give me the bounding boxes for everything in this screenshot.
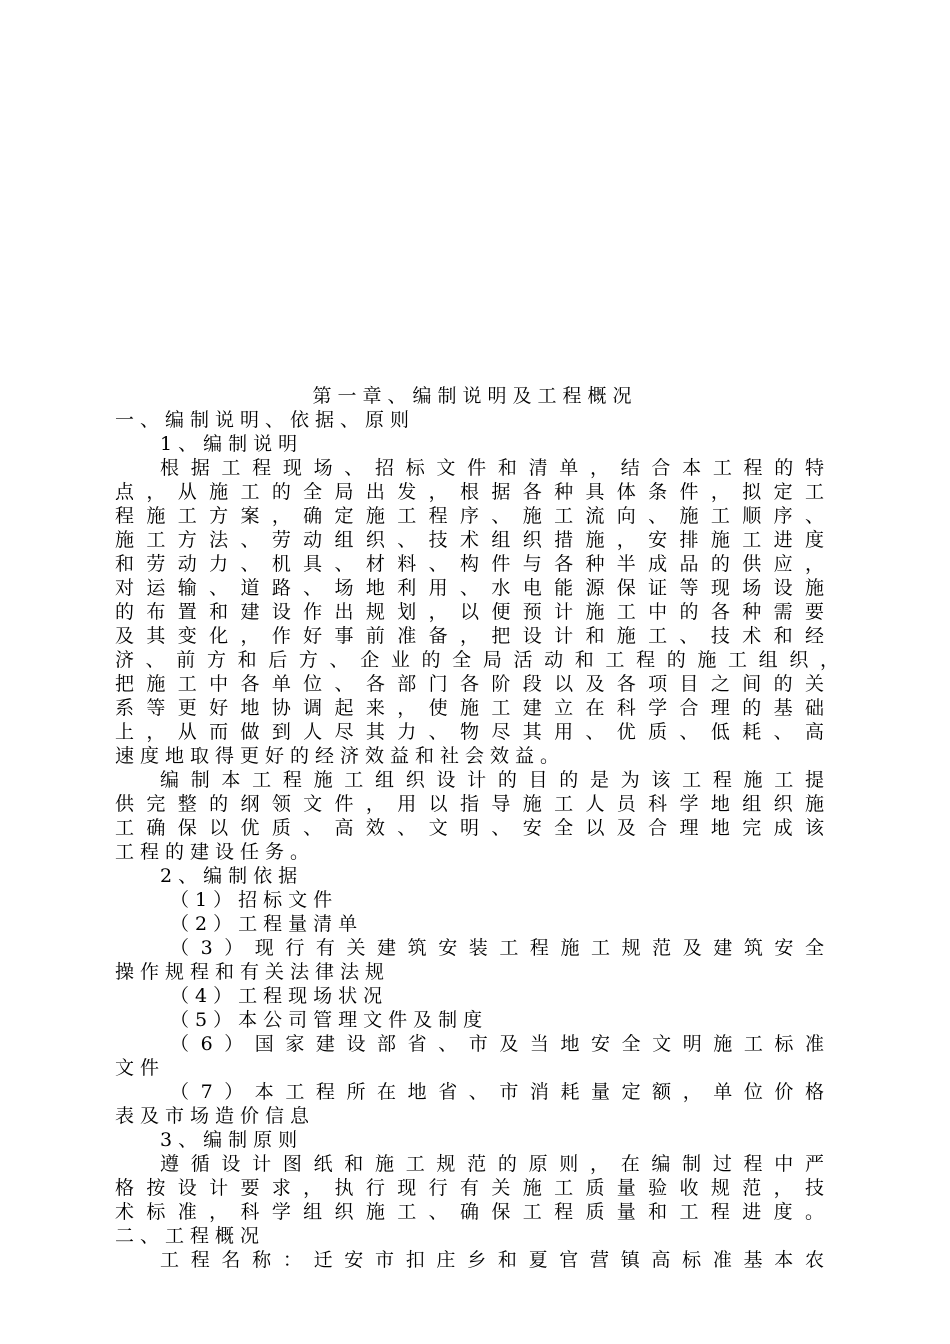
paragraph-line: 供完整的纲领文件，用以指导施工人员科学地组织施 [115, 793, 830, 815]
list-item: （2）工程量清单 [170, 913, 364, 935]
paragraph-line: 格按设计要求，执行现行有关施工质量验收规范，技 [115, 1177, 830, 1199]
paragraph-line: 速度地取得更好的经济效益和社会效益。 [115, 745, 566, 767]
list-item: （3）现行有关建筑安装工程施工规范及建筑安全 [170, 937, 830, 959]
list-item: （6）国家建设部省、市及当地安全文明施工标准 [170, 1033, 830, 1055]
paragraph-line: 根据工程现场、招标文件和清单，结合本工程的特 [160, 457, 830, 479]
paragraph-line: 工确保以优质、高效、文明、安全以及合理地完成该 [115, 817, 830, 839]
list-item-continuation: 表及市场造价信息 [115, 1105, 316, 1127]
list-item-continuation: 文件 [115, 1057, 166, 1079]
paragraph-line: 编制本工程施工组织设计的目的是为该工程施工提 [160, 769, 830, 791]
project-name-line: 工程名称：迁安市扣庄乡和夏官营镇高标准基本农 [160, 1249, 830, 1271]
paragraph-line: 济、前方和后方、企业的全局活动和工程的施工组织， [115, 649, 845, 671]
paragraph-line: 和劳动力、机具、材料、构件与各种半成品的供应， [115, 553, 830, 575]
paragraph-line: 工程的建设任务。 [115, 841, 316, 863]
section-heading-2: 二、工程概况 [115, 1225, 266, 1247]
paragraph-line: 施工方法、劳动组织、技术组织措施，安排施工进度 [115, 529, 830, 551]
paragraph-line: 及其变化，作好事前准备，把设计和施工、技术和经 [115, 625, 830, 647]
subsection-heading-2: 2、编制依据 [160, 865, 304, 887]
paragraph-line: 系等更好地协调起来，使施工建立在科学合理的基础 [115, 697, 830, 719]
chapter-title: 第一章、编制说明及工程概况 [312, 385, 638, 407]
paragraph-line: 术标准，科学组织施工、确保工程质量和工程进度。 [115, 1201, 830, 1223]
subsection-heading-1: 1、编制说明 [160, 433, 304, 455]
paragraph-line: 遵循设计图纸和施工规范的原则，在编制过程中严 [160, 1153, 830, 1175]
paragraph-line: 点，从施工的全局出发，根据各种具体条件，拟定工 [115, 481, 830, 503]
list-item: （4）工程现场状况 [170, 985, 389, 1007]
paragraph-line: 的布置和建设作出规划，以便预计施工中的各种需要 [115, 601, 830, 623]
paragraph-line: 把施工中各单位、各部门各阶段以及各项目之间的关 [115, 673, 830, 695]
list-item: （5）本公司管理文件及制度 [170, 1009, 489, 1031]
list-item: （1）招标文件 [170, 889, 339, 911]
list-item-continuation: 操作规程和有关法律法规 [115, 961, 391, 983]
paragraph-line: 对运输、道路、场地利用、水电能源保证等现场设施 [115, 577, 830, 599]
paragraph-line: 程施工方案，确定施工程序、施工流向、施工顺序、 [115, 505, 830, 527]
subsection-heading-3: 3、编制原则 [160, 1129, 304, 1151]
paragraph-line: 上，从而做到人尽其力、物尽其用、优质、低耗、高 [115, 721, 830, 743]
list-item: （7）本工程所在地省、市消耗量定额，单位价格 [170, 1081, 830, 1103]
section-heading-1: 一、编制说明、依据、原则 [115, 409, 416, 431]
